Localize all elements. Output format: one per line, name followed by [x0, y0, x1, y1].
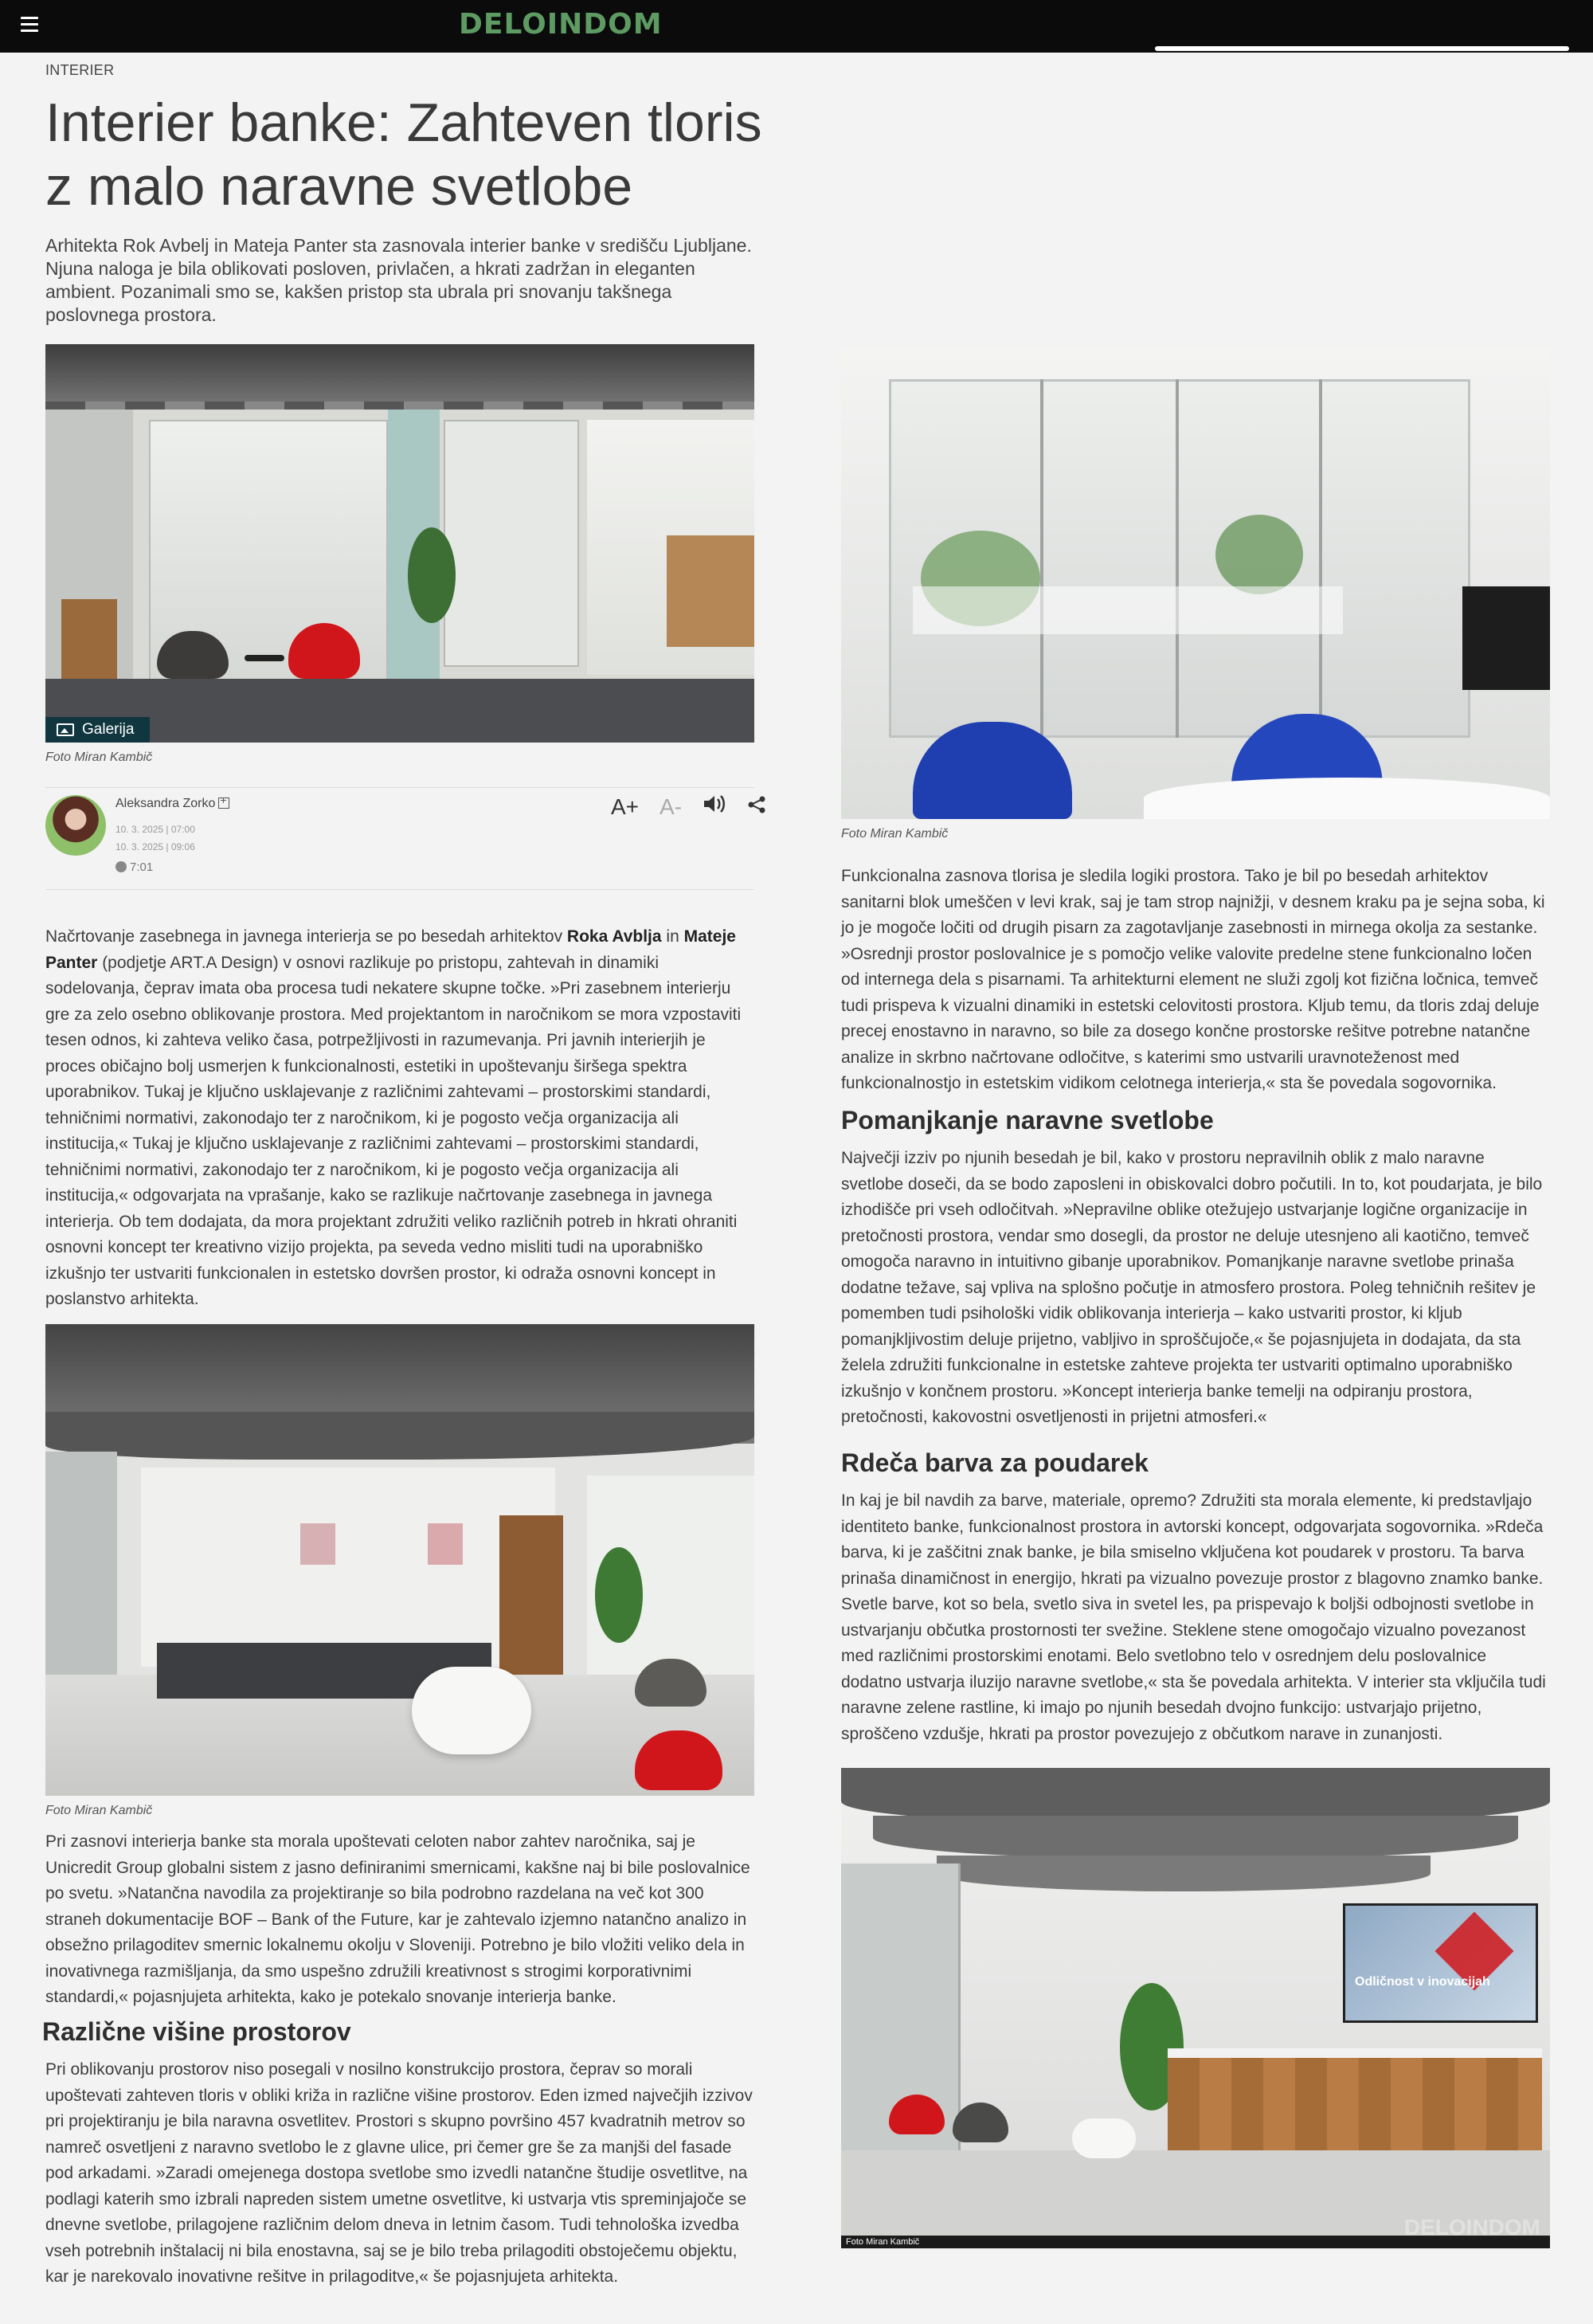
watermark: DELOINDOM: [1403, 2215, 1540, 2240]
paragraph-6: In kaj je bil navdih za barve, materiale, opremo? Združiti sta morala elemente, ki predstavljajo identiteto banke, funkcionalnost prostora in avtorski koncept, odgovarjata sogovornika. »Rdeča barva, ki je zaščitni znak banke, je bila smiselno vključena kot poudarek v prostoru. Ta barva prinaša dinamičnost in energijo, hkrati pa vizualno povezuje prostor z blagovno znamko banke. Svetle barve, kot so bela, svetlo siva in svetel les, pa prispevajo k boljši odbojnosti svetlobe in ustvarjanju občutka prostornosti ter svežine. Steklene stene omogočajo vizualno povezanost med različnimi prostorskimi enotami. Belo svetlobno telo v osrednjem delu poslovalnice dodatno ustvarja iluzijo naravne svetlobe,« sta še povedala arhitekta. V interier sta vključila tudi naravne zelene rastline, ki imajo po njunih besedah dvojno funkcijo: ustvarjajo prijetno, sproščeno vzdušje, hkrati pa prostor povezujejo z občutkom narave in zunanjosti.: [841, 1491, 1546, 1743]
interior-photo-lounge[interactable]: [45, 1324, 754, 1796]
gallery-label: Galerija: [82, 721, 135, 738]
paragraph-2: Pri zasnovi interierja banke sta morala upoštevati celoten nabor zahtev naročnika, saj je Unicredit Group globalni sistem z jasno definiranimi smernicami, kakšne naj bi bile poslovalnice po svetu. »Natančna navodila za projektiranje so bila podrobno razdelana na več kot 300 straneh dokumentacije BOF – Bank of the Future, kar je zahtevalo izjemno natančno analizo in obsežno prilagoditev smernic lokalnemu okolju v Sloveniji. Potrebno je bilo vložiti veliko dela in inovativnega razmišljanja, da smo uspešno združili kreativnost s strogimi korporativnimi standardi,« pojasnjujeta arhitekta, kako je potekalo snovanje interierja banke.: [45, 1832, 750, 2006]
photo-caption: Foto Miran Kambič: [841, 827, 949, 841]
hamburger-icon[interactable]: [21, 13, 38, 37]
hero-photo[interactable]: [45, 344, 754, 743]
author-name[interactable]: [115, 797, 229, 811]
paragraph-5: Največji izziv po njunih besedah je bil, kako v prostoru nepravilnih oblik z malo naravne svetlobe doseči, da se bodo zaposleni in obiskovalci dobro počutili. In to, kot poudarjata, je bilo izhodišče pri vseh odločitvah. »Nepravilne oblike otežujejo ustvarjanje logične organizacije in pretočnosti prostora, vendar smo dosegli, da prostor ne deluje utesnjeno ali kaotično, temveč omogoča naravno in intuitivno gibanje uporabnikov. Pomanjkanje naravne svetlobe prinaša dodatne težave, saj vpliva na splošno počutje in atmosfero prostora. Poleg tehničnih rešitev je pomemben tudi psihološki vidik oblikovanja interierja – kako ustvariti prostor, ki kljub pomanjkljivostim deluje prijetno, vabljivo in sproščujoče,« še pojasnjujeta in dodajata, da sta želela združiti funkcionalne in estetske zahteve projekta ter ustvariti optimalno uporabniško izkušnjo v končnem prostoru. »Koncept interierja banke temelji na odpiranju prostora, pretočnosti, kakovostni osvetljenosti in prijetni atmosferi.«: [841, 1149, 1543, 1426]
section-heading-visine: Različne višine prostorov: [42, 2017, 351, 2046]
font-increase-button[interactable]: A+: [611, 794, 640, 819]
photo-credit-overlay: Foto Miran Kambič: [846, 2237, 920, 2247]
author-name-text[interactable]: Aleksandra Zorko: [115, 797, 216, 810]
right-header-strip: [1155, 46, 1569, 51]
paragraph-4: Funkcionalna zasnova tlorisa je sledila logiki prostora. Tako je bil po besedah arhitektov sanitarni blok umeščen v levi krak, saj je tam strop najnižji, v desnem kraku pa je sejna soba, ki jo je mogoče ločiti od drugih pisarn za zagotavljanje zasebnosti in mirnega okolja za sestanke. »Osrednji prostor poslovalnice je s pomočjo velike valovite predelne stene funkcionalno ločen od internega dela s pisarnami. Ta arhitekturni element ne služi zgolj kot fizična ločnica, temveč tudi prispeva k vizualni dinamiki in estetski celovitosti prostora. Kljub temu, da tloris zdaj deluje precej enostavno in naravno, so bile za dosego končne prostorske rešitve potrebne natančne analize in skrbno načrtovane odločitve, s katerimi smo ustvarili uravnoteženost med funkcionalnostjo in estetskim vidikom celotnega interierja,« sta še povedala sogovornika.: [841, 867, 1545, 1092]
paragraph-3: Pri oblikovanju prostorov niso posegali v nosilno konstrukcijo prostora, čeprav so morali upoštevati zahteven tloris v obliki križa in različne višine prostorov. Eden izmed največjih izzivov pri projektiranju je bila naravna osvetlitev. Prostori s skupno površino 457 kvadratnih metrov so namreč osvetljeni z naravno svetlobo le z glavne ulice, pri čemer gre še za manjši del fasade pod arkadami. »Zaradi omejenega dostopa svetlobe smo izvedli natančne študije osvetlitve, na podlagi katerih smo izbrali napreden sistem umetne osvetlitve, ki ustvarja vtis spreminjajoče se dnevne svetlobe, prilagojene različnim delom dneva in letnim časom. Tudi tehnološka izvedba vseh potrebnih inštalacij ni bila enostavna, saj se je bilo treba prilagoditi obstoječemu objektu, kar je narekovalo inovativne rešitve in prilagoditve,« še pojasnjujeta arhitekta.: [45, 2060, 753, 2286]
architect-name-1: Roka Avblja: [566, 927, 662, 946]
p1-text-b: in: [661, 927, 684, 946]
paragraph-1: [45, 924, 754, 1313]
read-time-value: 7:01: [130, 860, 154, 874]
clock-icon: [115, 861, 127, 872]
interior-photo-reception[interactable]: [841, 1768, 1550, 2248]
article-lead: Arhitekta Rok Avbelj in Mateja Panter sta zasnovala interier banke v središču Ljubljane. Njuna naloga je bila oblikovati posloven, privlačen, a hkrati zadržan in eleganten ambient. Pozanimali smo se, kakšen pristop sta ubrala pri snovanju takšnega poslovnega prostora.: [45, 235, 752, 325]
p1-text-c: (podjetje ART.A Design) v osnovi razlikuje po pristopu, zahtevah in dinamiki sodelovanja, čeprav imata oba procesa tudi nekatere skupne točke. »Pri zasebnem interierju gre za zelo osebno oblikovanje prostora. Med projektantom in naročnikom se mora vzpostaviti tesen odnos, ki zahteva veliko časa, potrpežljivosti in razumevanja. Pri javnih interierjih je proces običajno bolj usmerjen k funkcionalnosti, estetiki in upoštevanju širšega spektra uporabnikov. Tukaj je ključno usklajevanje z različnimi zahtevami – prostorskimi standardi, tehničnimi normativi, zakonodajo ter z naročnikom, ki je pogosto večja organizacija ali institucija,« Tukaj je ključno usklajevanje z različnimi zahtevami – prostorskimi standardi, tehničnimi normativi, zakonodajo ter z naročnikom, ki je pogosto večja organizacija ali institucija,« odgovarjata na vprašanje, kako se razlikuje načrtovanje zasebnega in javnega interierja. Ob tem dodajata, da mora projektant združiti veliko različnih potreb in hkrati ohraniti osnovni koncept ter kreativno vizijo projekta, pa seveda vedno misliti tudi na uporabniško izkušnjo ter ustvariti funkcionalen in estetsko dovršen prostor, ki odraža osnovni koncept in poslanstvo arhitekta.: [45, 953, 742, 1308]
section-heading-rdeca: Rdeča barva za poudarek: [841, 1448, 1149, 1477]
tv-screen-text: Odličnost v inovacijah: [1355, 1975, 1490, 1989]
updated-date: 10. 3. 2025 | 09:06: [115, 841, 195, 852]
architect-name-2: Mateje Panter: [45, 927, 736, 972]
published-date: 10. 3. 2025 | 07:00: [115, 824, 195, 835]
section-heading-svetloba: Pomanjkanje naravne svetlobe: [841, 1106, 1214, 1135]
top-bar: [0, 0, 1593, 53]
speaker-icon[interactable]: [703, 794, 726, 820]
gallery-button[interactable]: [45, 717, 150, 743]
share-icon[interactable]: [747, 794, 766, 820]
p1-text-a: Načrtovanje zasebnega in javnega interierja se po besedah arhitektov: [45, 927, 567, 946]
author-avatar[interactable]: [45, 795, 106, 856]
divider: [45, 889, 754, 890]
gallery-icon: [57, 723, 74, 736]
divider: [45, 787, 754, 788]
photo-caption: Foto Miran Kambič: [45, 1804, 153, 1817]
interior-photo-glass[interactable]: [841, 347, 1550, 819]
read-time: [115, 860, 153, 874]
site-logo[interactable]: DELOINDOM: [459, 8, 663, 41]
article-tools: [611, 794, 766, 820]
category-label[interactable]: INTERIER: [45, 62, 115, 78]
font-decrease-button[interactable]: A-: [660, 794, 683, 819]
page-title: Interier banke: Zahteven tloris z malo naravne svetlobe: [45, 92, 762, 217]
follow-icon[interactable]: [218, 798, 229, 809]
photo-caption: Foto Miran Kambič: [45, 750, 153, 764]
